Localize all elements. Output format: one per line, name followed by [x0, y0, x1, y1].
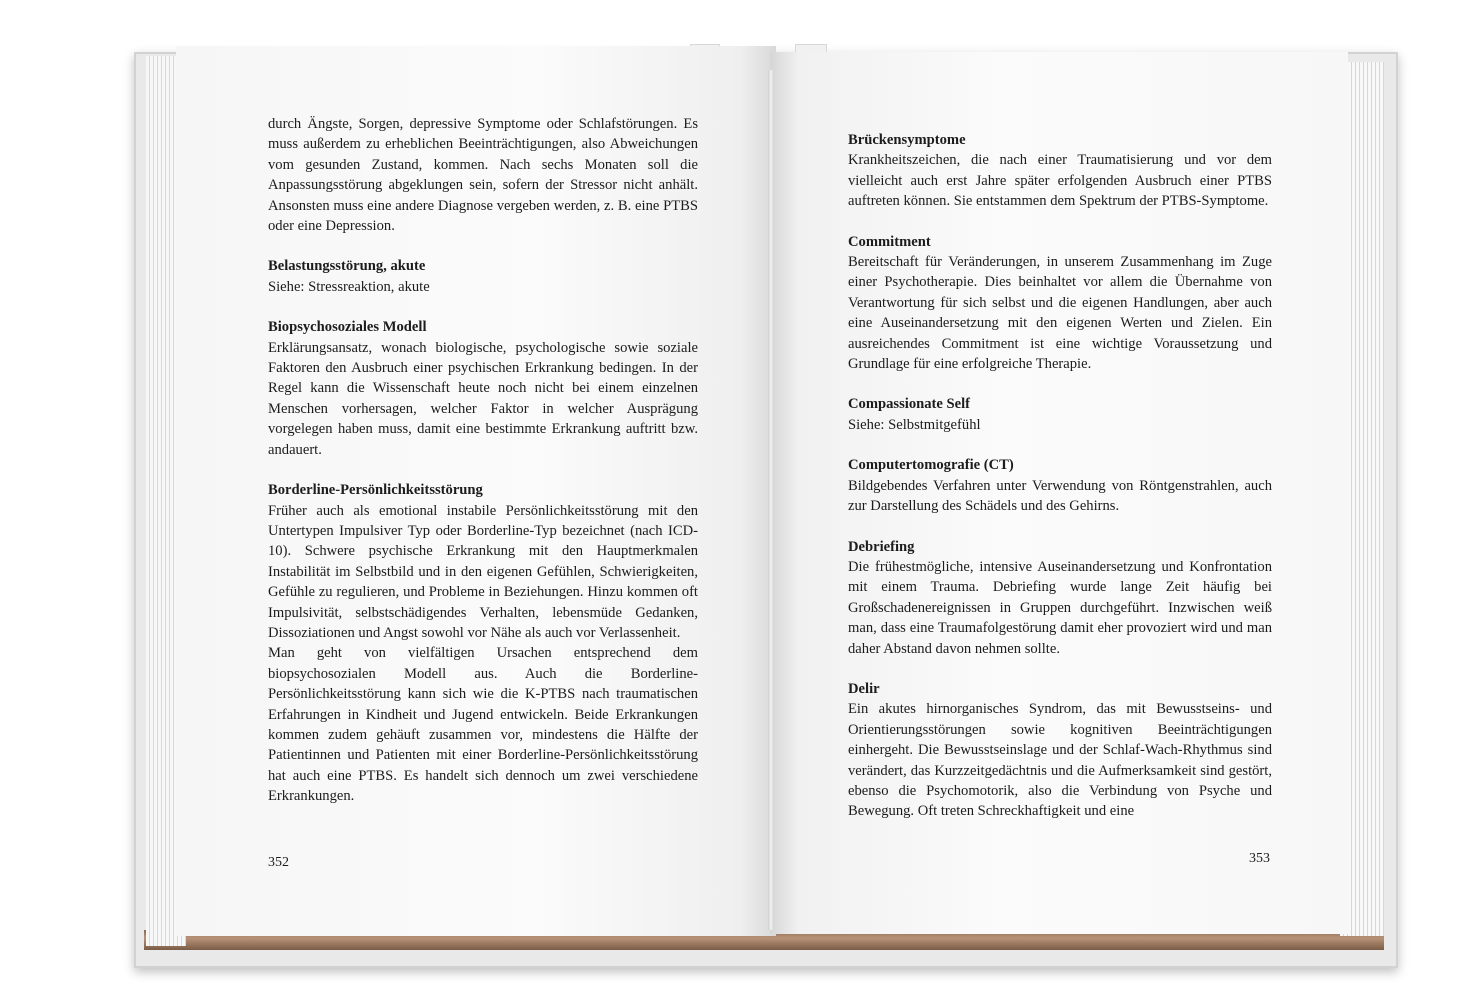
left-page-text [268, 114, 698, 807]
entry-term: Borderline-Persönlichkeitsstörung [268, 482, 483, 499]
entry-text: Die frühestmögliche, intensive Auseinandersetzung und Konfrontation mit einem Trauma. Debriefing wurde lange Zeit häufig bei Großschadenereignissen in Gruppen durchgeführt. Inzwischen weiß man, dass eine Traumafolgestörung damit eher provoziert wird und man daher Abstand davon nehmen sollte. [848, 558, 1272, 657]
entry-text: Bereitschaft für Veränderungen, in unserem Zusammenhang im Zuge einer Psychotherapie. Dies beinhaltet vor allem die Übernahme von Verantwortung für sich selbst und die eigenen Handlungen, aber auch eine Auseinandersetzung mit den eigenen Werten und Zielen. Ein ausreichendes Commitment ist eine wichtige Voraussetzung und Grundlage für eine erfolgreiche Therapie. [848, 254, 1272, 373]
entry-term: Debriefing [848, 538, 915, 555]
entry-term: Commitment [848, 233, 931, 250]
entry-text: Siehe: Selbstmitgefühl [848, 416, 981, 433]
glossary-entry [848, 679, 1272, 822]
entry-text: Siehe: Stressreaktion, akute [268, 278, 430, 295]
page-number-left: 352 [268, 855, 289, 870]
glossary-entry [848, 455, 1272, 516]
book-gutter [768, 70, 774, 930]
entry-text: Früher auch als emotional instabile Persönlichkeitsstörung mit den Untertypen Impulsiver Typ oder Borderline-Typ bezeichnet (nach ICD-10). Schwere psychische Erkrankung mit den Hauptmerkmalen Instabilität im Selbstbild und in den eigenen Gefühlen, Schwierigkeiten, Gefühle zu regulieren, und Probleme in Beziehungen. Hinzu kommen oft Impulsivität, selbstschädigendes Verhalten, lebensmüde Gedanken, Dissoziationen und Angst sowohl vor Nähe als auch vor Verlassenheit. [268, 502, 698, 641]
entry-term: Compassionate Self [848, 396, 971, 413]
entry-term: Delir [848, 680, 880, 697]
glossary-entry [848, 232, 1272, 375]
entry-term: Belastungsstörung, akute [268, 258, 426, 275]
entry-text: Bildgebendes Verfahren unter Verwendung von Röntgenstrahlen, auch zur Darstellung des Schädels und des Gehirns. [848, 477, 1272, 515]
entry-text: Erklärungsansatz, wonach biologische, psychologische sowie soziale Faktoren den Ausbruch einer psychischen Erkrankung bedingen. In der Regel kann die Wissenschaft heute noch nicht bei einem einzelnen Menschen vorhersagen, welcher Faktor in welcher Ausprägung vorgelegen haben muss, damit eine bestimmte Erkrankung auftritt bzw. andauert. [268, 339, 698, 458]
entry-term: Computertomografie (CT) [848, 457, 1014, 474]
intro-paragraph: durch Ängste, Sorgen, depressive Symptome oder Schlafstörungen. Es muss außerdem zu erheblichen Beeinträchtigungen, also Abweichungen vom gesunden Zustand, kommen. Nach sechs Monaten soll die Anpassungsstörung abgeklungen sein, sofern der Stressor nicht anhält. Ansonsten muss eine andere Diagnose vergeben werden, z. B. eine PTBS oder eine Depression. [268, 116, 698, 235]
entry-text: Ein akutes hirnorganisches Syndrom, das mit Bewusstseins- und Orientierungsstörungen sowie kognitiven Beeinträchtigungen einhergeht. Die Bewusstseinslage und der Schlaf-Wach-Rhythmus sind verändert, das Kurzzeitgedächtnis und die Aufmerksamkeit sind gestört, ebenso die Psychomotorik, also die Verbindung von Psyche und Bewegung. Oft treten Schreckhaftigkeit und eine [848, 701, 1272, 820]
glossary-entry [848, 394, 1272, 435]
entry-text: Krankheitszeichen, die nach einer Traumatisierung und vor dem vielleicht auch erst Jahre später erfolgenden Ausbruch einer PTBS auftreten können. Sie entstammen dem Spektrum der PTBS-Symptome. [848, 152, 1272, 210]
page-number-right: 353 [1249, 851, 1270, 866]
right-page-text [848, 130, 1272, 822]
entry-term: Brückensymptome [848, 132, 966, 148]
glossary-entry [268, 480, 698, 807]
entry-text-continued: Man geht von vielfältigen Ursachen entsprechend dem biopsychosozialen Modell aus. Auch die Borderline-Persönlichkeitsstörung kann sich wie die K-PTBS nach traumatischen Erfahrungen in Kindheit und Jugend entwickeln. Beide Erkrankungen kommen zudem gehäuft zusammen vor, mindestens die Hälfte der Patientinnen und Patienten mit einer Borderline-Persönlichkeitsstörung hat auch eine PTBS. Es handelt sich dennoch um zwei verschiedene Erkrankungen. [268, 645, 698, 805]
entry-term: Biopsychosoziales Modell [268, 319, 427, 336]
glossary-entry [268, 256, 698, 297]
glossary-entry [848, 537, 1272, 659]
glossary-entry [268, 317, 698, 460]
glossary-entry [848, 130, 1272, 212]
